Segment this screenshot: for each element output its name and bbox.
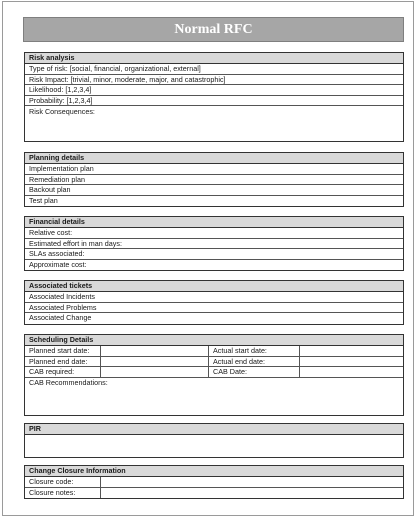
schedule-start-row [25, 346, 403, 357]
schedule-end-row [25, 357, 403, 368]
approximate-cost-field[interactable]: Approximate cost: [29, 259, 87, 269]
cab-required-input[interactable] [101, 367, 209, 377]
associated-tickets-header: Associated tickets [25, 281, 403, 292]
risk-type-field[interactable]: Type of risk: [social, financial, organizational, external] [25, 64, 403, 75]
planning-details-header: Planning details [25, 153, 403, 164]
planning-details-section [24, 152, 404, 207]
actual-end-input[interactable] [300, 357, 403, 367]
cab-date-label: CAB Date: [209, 367, 300, 377]
planned-start-input[interactable] [101, 346, 209, 356]
actual-end-label: Actual end date: [209, 357, 300, 367]
actual-start-label: Actual start date: [209, 346, 300, 356]
pir-header: PIR [25, 424, 403, 435]
closure-notes-input[interactable] [101, 488, 403, 499]
planned-end-label: Planned end date: [25, 357, 101, 367]
remediation-plan-field[interactable]: Remediation plan [25, 175, 403, 186]
pir-field[interactable] [25, 435, 403, 457]
associated-change-field[interactable]: Associated Change [29, 313, 92, 322]
estimated-effort-field[interactable]: Estimated effort in man days: [25, 239, 403, 250]
backout-plan-field[interactable]: Backout plan [25, 185, 403, 196]
closure-code-row [25, 477, 403, 488]
scheduling-details-header: Scheduling Details [25, 335, 403, 346]
cab-date-input[interactable] [300, 367, 403, 377]
closure-code-input[interactable] [101, 477, 403, 487]
risk-probability-field[interactable]: Probability: [1,2,3,4] [25, 96, 403, 107]
associated-tickets-section [24, 280, 404, 325]
closure-notes-row [25, 488, 403, 499]
closure-code-label: Closure code: [25, 477, 101, 487]
closure-header: Change Closure Information [25, 466, 403, 477]
planned-start-label: Planned start date: [25, 346, 101, 356]
rfc-form-page [2, 1, 414, 516]
planned-end-input[interactable] [101, 357, 209, 367]
relative-cost-field[interactable]: Relative cost: [25, 228, 403, 239]
financial-details-header: Financial details [25, 217, 403, 228]
risk-analysis-section [24, 52, 404, 142]
risk-analysis-header: Risk analysis [25, 53, 403, 64]
form-title-bar [23, 17, 404, 42]
risk-likelihood-field[interactable]: Likelihood: [1,2,3,4] [25, 85, 403, 96]
associated-incidents-field[interactable]: Associated Incidents [25, 292, 403, 303]
financial-details-section [24, 216, 404, 271]
pir-section [24, 423, 404, 458]
risk-consequences-field[interactable]: Risk Consequences: [29, 106, 95, 116]
cab-recommendations-field[interactable]: CAB Recommendations: [29, 378, 108, 387]
slas-associated-field[interactable]: SLAs associated: [25, 249, 403, 260]
schedule-cab-row [25, 367, 403, 378]
cab-required-label: CAB required: [25, 367, 101, 377]
closure-notes-label: Closure notes: [25, 488, 101, 499]
implementation-plan-field[interactable]: Implementation plan [25, 164, 403, 175]
actual-start-input[interactable] [300, 346, 403, 356]
scheduling-details-section [24, 334, 404, 416]
risk-impact-field[interactable]: Risk Impact: [trivial, minor, moderate, major, and catastrophic] [25, 75, 403, 86]
test-plan-field[interactable]: Test plan [29, 195, 58, 205]
form-title: Normal RFC [174, 21, 253, 37]
associated-problems-field[interactable]: Associated Problems [25, 303, 403, 314]
closure-section [24, 465, 404, 499]
